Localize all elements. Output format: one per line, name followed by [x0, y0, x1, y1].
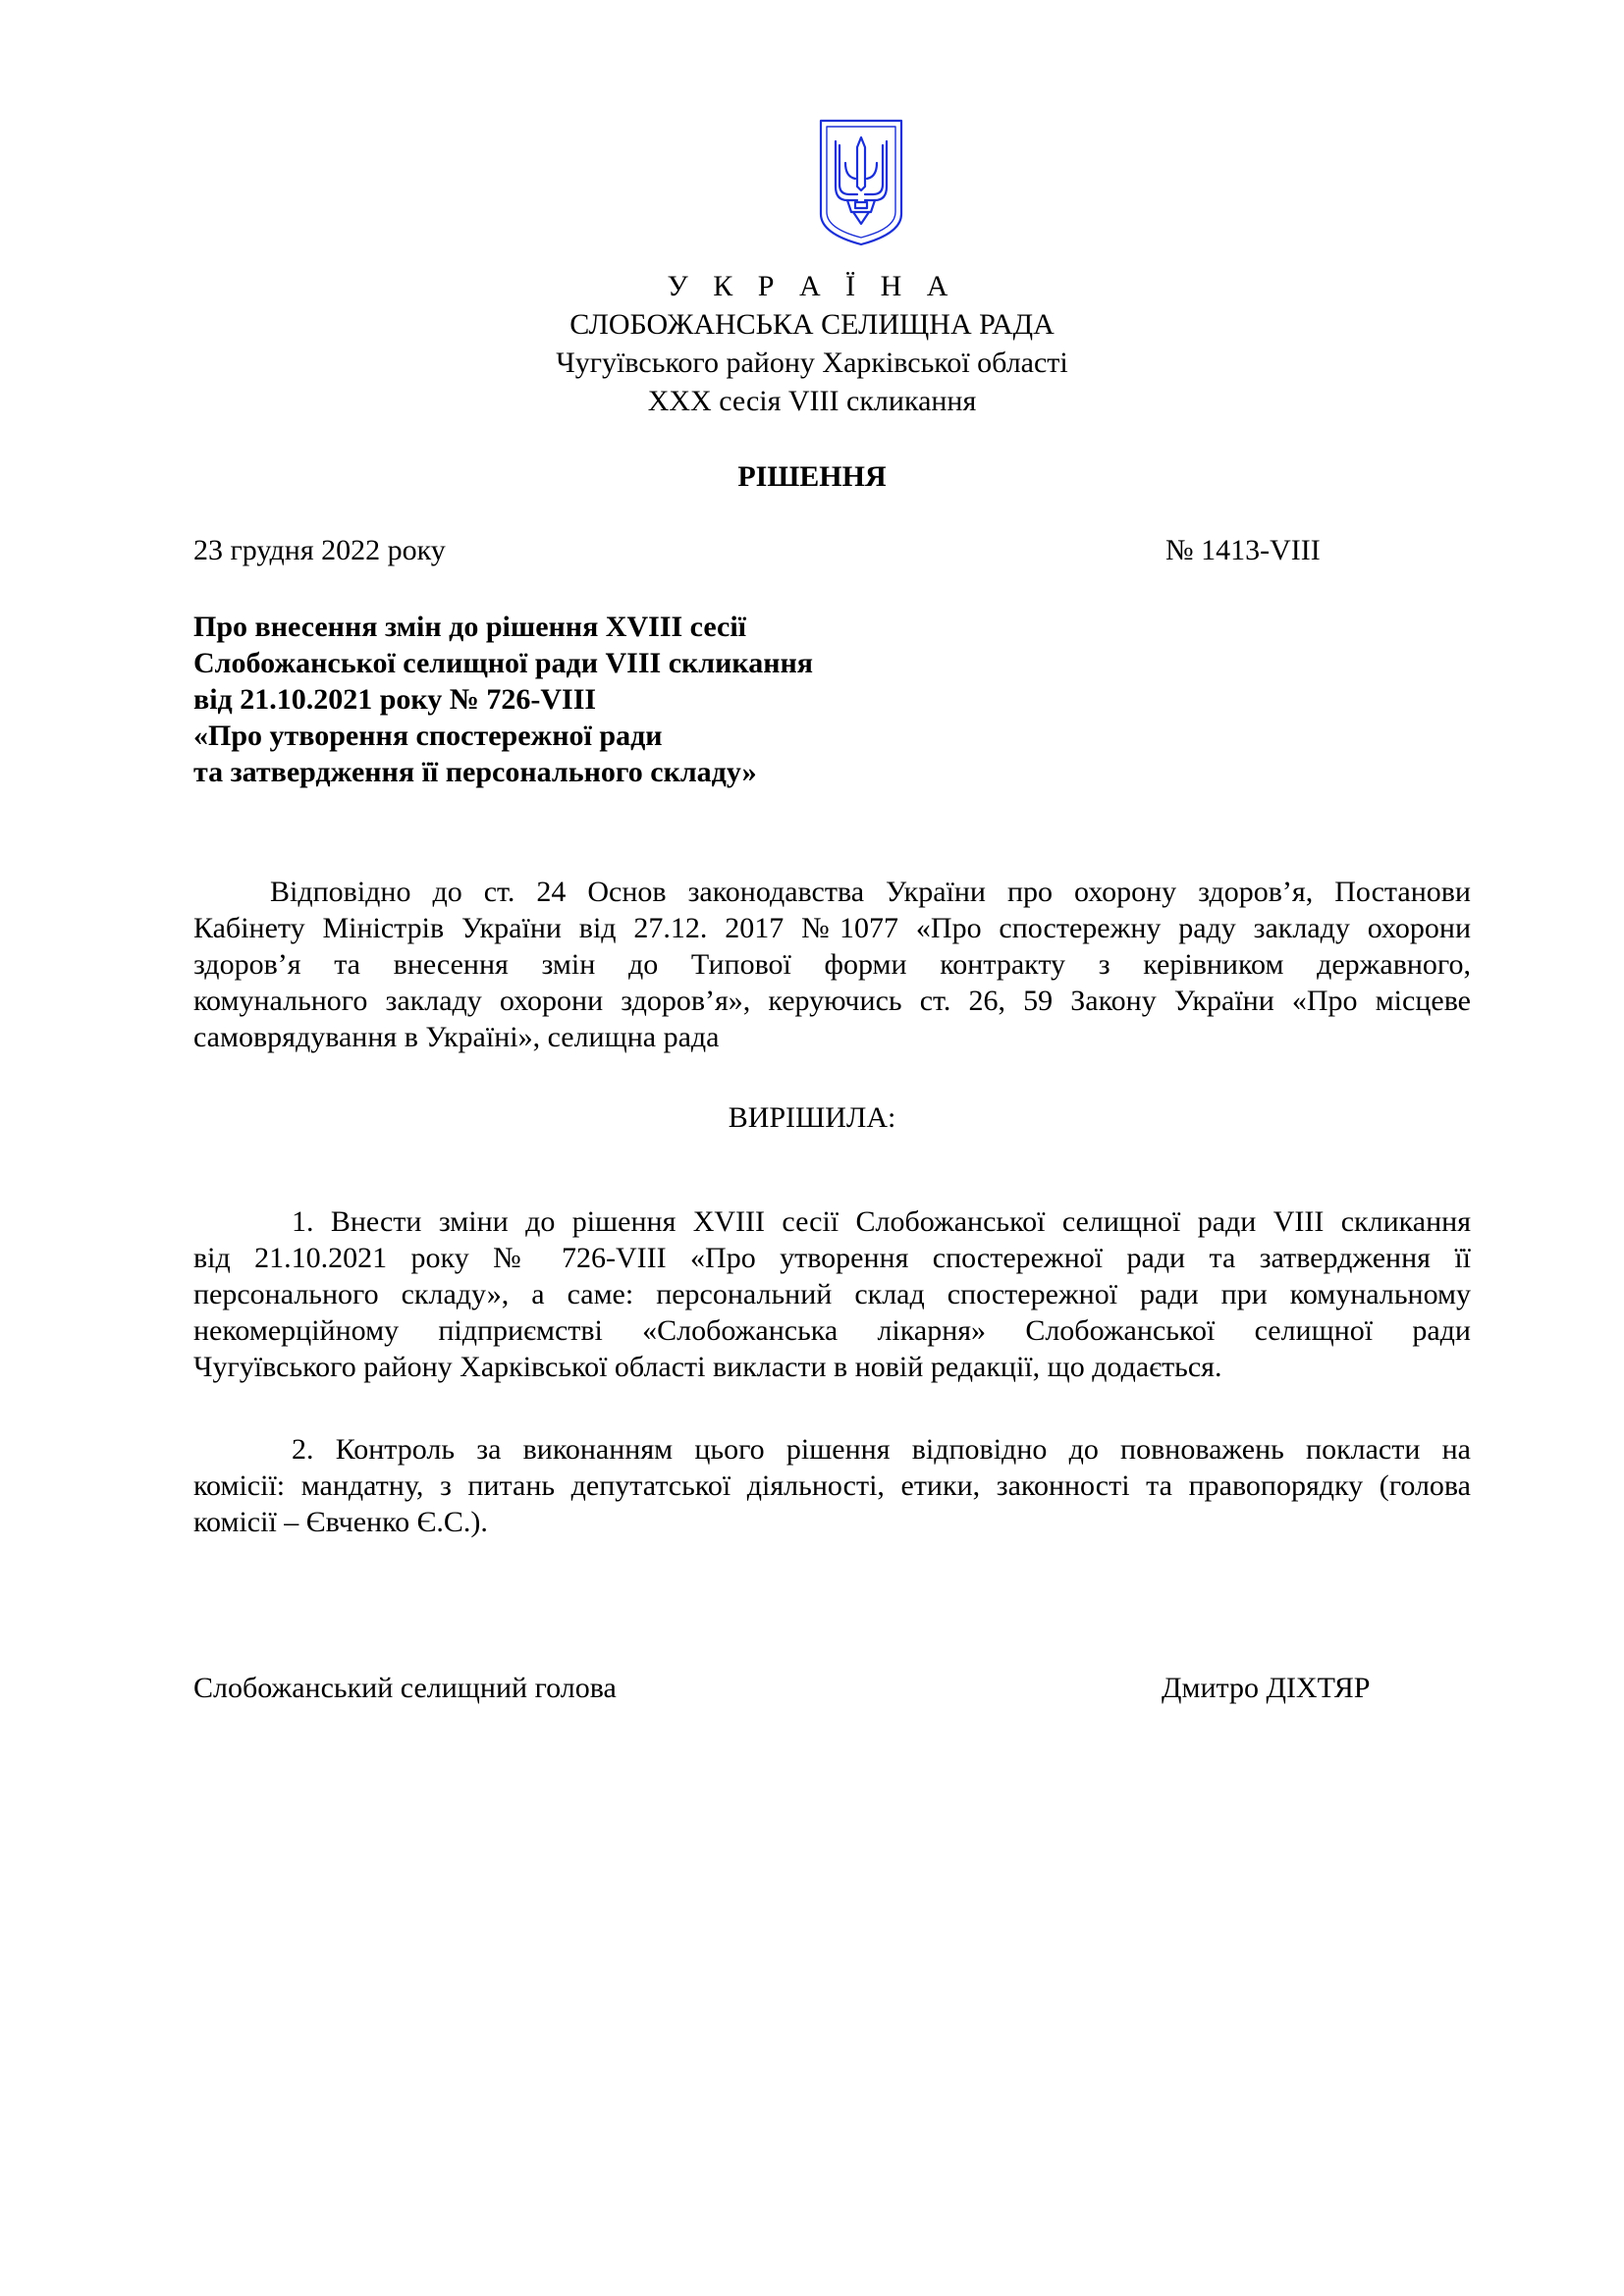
decision-subject: [193, 609, 813, 790]
document-title: РІШЕННЯ: [737, 460, 887, 493]
country-name: У К Р А Ї Н А: [667, 270, 957, 302]
paragraph-line: самоврядування в Україні», селищна рада: [193, 1021, 720, 1053]
trident-coat-of-arms-icon: [818, 118, 904, 247]
paragraph-line: Кабінету Міністрів України від 27.12. 2017 №1077 «Про спостережну раду закладу охорони: [193, 912, 1471, 944]
decision-item-2: [193, 1431, 1471, 1540]
paragraph-line: 2. Контроль за виконанням цього рішення відповідно до повноважень покласти на: [292, 1433, 1471, 1466]
paragraph-line: некомерційному підприємстві «Слобожанська лікарня» Слобожанської селищної ради: [193, 1314, 1471, 1347]
document-date: 23 грудня 2022 року: [193, 534, 446, 566]
subject-line: Слобожанської селищної ради VIII скликання: [193, 647, 814, 679]
signer-name: Дмитро ДІХТЯР: [1162, 1672, 1371, 1704]
paragraph-line: здоров’я та внесення змін до Типової форми контракту з керівником державного,: [193, 948, 1471, 981]
paragraph-line: Чугуївського району Харківської області викласти в новій редакції, що додається.: [193, 1351, 1222, 1383]
paragraph-line: Відповідно до ст. 24 Основ законодавства України про охорону здоров’я, Постанови: [270, 876, 1471, 908]
subject-line: та затвердження її персонального складу»: [193, 756, 757, 788]
legal-basis-paragraph: [193, 874, 1471, 1055]
subject-line: «Про утворення спостережної ради: [193, 720, 663, 752]
paragraph-line: комісії: мандатну, з питань депутатської діяльності, етики, законності та правопорядку (голова: [193, 1469, 1471, 1502]
paragraph-line: комісії – Євченко Є.С.).: [193, 1506, 488, 1538]
council-name: СЛОБОЖАНСЬКА СЕЛИЩНА РАДА: [569, 308, 1055, 341]
decision-item-1: [193, 1203, 1471, 1385]
signer-title: Слобожанський селищний голова: [193, 1672, 617, 1704]
paragraph-line: від 21.10.2021 року № 726-VIII «Про утворення спостережної ради та затвердження її: [193, 1242, 1471, 1274]
paragraph-line: комунального закладу охорони здоров’я», керуючись ст. 26, 59 Закону України «Про місцеве: [193, 985, 1471, 1017]
subject-line: від 21.10.2021 року № 726-VIII: [193, 683, 597, 716]
paragraph-line: 1. Внести зміни до рішення XVIII сесії Слобожанської селищної ради VIII скликання: [292, 1205, 1471, 1238]
resolved-heading: ВИРІШИЛА:: [728, 1101, 896, 1134]
subject-line: Про внесення змін до рішення XVIII сесії: [193, 611, 747, 643]
document-number: № 1413-VIII: [1165, 534, 1321, 566]
session-name: XXX сесія VIII скликання: [647, 385, 977, 417]
region-name: Чугуївського району Харківської області: [556, 347, 1068, 379]
paragraph-line: персонального складу», а саме: персональний склад спостережної ради при комунальному: [193, 1278, 1471, 1310]
